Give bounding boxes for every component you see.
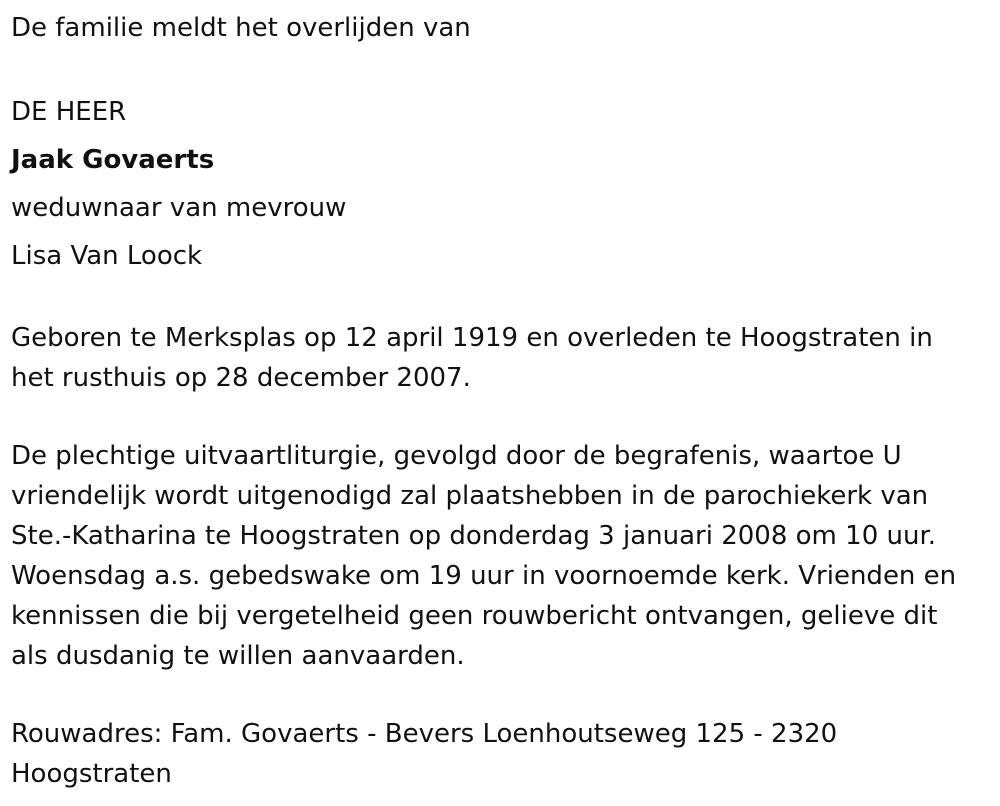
paragraph-line: Woensdag a.s. gebedswake om 19 uur in voornoemde kerk. Vrienden en	[11, 561, 957, 591]
spacer	[11, 398, 990, 436]
paragraph-line: Ste.-Katharina te Hoogstraten op donderdag 3 januari 2008 om 10 uur.	[11, 521, 937, 551]
relation-text: weduwnaar van mevrouw	[11, 193, 347, 223]
paragraph-line: De plechtige uitvaartliturgie, gevolgd door de begrafenis, waartoe U	[11, 441, 902, 471]
intro-text: De familie meldt het overlijden van	[11, 13, 471, 43]
honorific-title: DE HEER	[11, 97, 127, 127]
deceased-name: Jaak Govaerts	[11, 145, 215, 175]
birth-death-paragraph	[11, 318, 990, 398]
paragraph-line: kennissen die bij vergetelheid geen rouwbericht ontvangen, gelieve dit	[11, 601, 938, 631]
paragraph-line: Rouwadres: Fam. Govaerts - Bevers Loenhoutseweg 125 - 2320	[11, 719, 838, 749]
ceremony-paragraph	[11, 436, 990, 676]
spouse-name: Lisa Van Loock	[11, 241, 203, 271]
paragraph-line: vriendelijk wordt uitgenodigd zal plaatshebben in de parochiekerk van	[11, 481, 929, 511]
paragraph-line: Geboren te Merksplas op 12 april 1919 en overleden te Hoogstraten in	[11, 323, 933, 353]
deceased-block	[11, 88, 990, 280]
paragraph-line: het rusthuis op 28 december 2007.	[11, 363, 471, 393]
spacer	[11, 280, 990, 318]
address-paragraph	[11, 714, 990, 794]
paragraph-line: als dusdanig te willen aanvaarden.	[11, 641, 465, 671]
spacer	[11, 48, 990, 88]
spacer	[11, 676, 990, 714]
paragraph-line: Hoogstraten	[11, 759, 172, 789]
